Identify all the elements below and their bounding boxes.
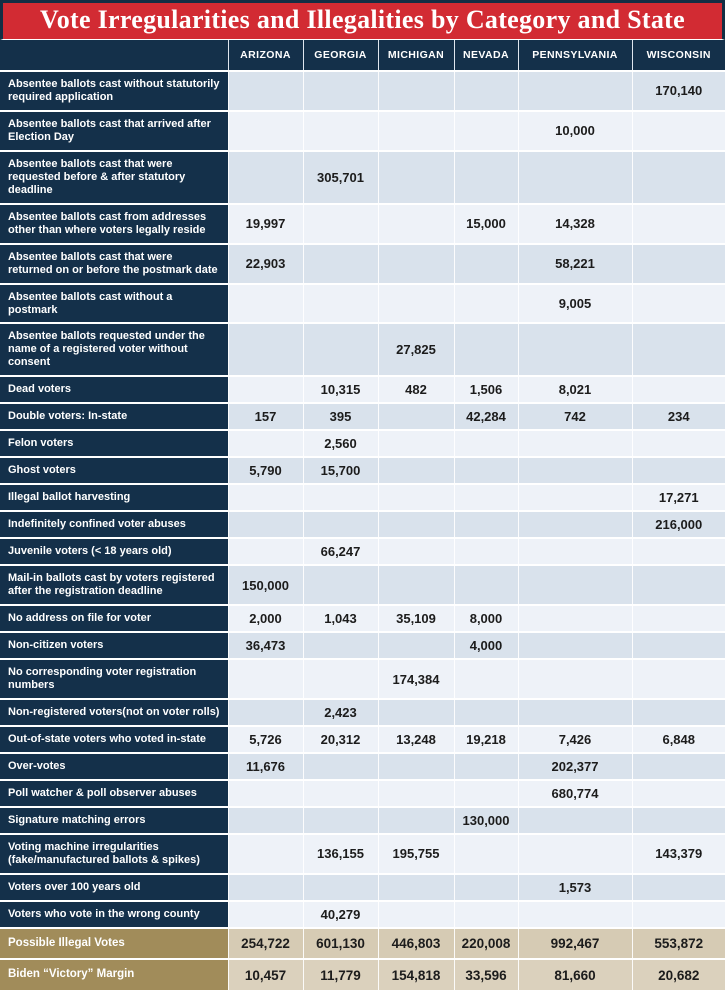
table-row — [0, 403, 725, 430]
value-cell — [303, 71, 378, 111]
value-cell: 992,467 — [518, 928, 632, 960]
table-row — [0, 659, 725, 699]
table-row — [0, 605, 725, 632]
category-label: Absentee ballots cast without statutorily required application — [0, 71, 228, 111]
value-cell: 4,000 — [454, 632, 518, 659]
value-cell — [378, 565, 454, 605]
category-label: Out-of-state voters who voted in-state — [0, 726, 228, 753]
value-cell — [518, 71, 632, 111]
value-cell — [303, 484, 378, 511]
value-cell — [518, 484, 632, 511]
value-cell — [378, 244, 454, 284]
value-cell: 10,457 — [228, 959, 303, 991]
value-cell — [228, 659, 303, 699]
category-label: Over-votes — [0, 753, 228, 780]
value-cell: 136,155 — [303, 834, 378, 874]
category-label: Non-registered voters(not on voter rolls) — [0, 699, 228, 726]
value-cell — [518, 632, 632, 659]
value-cell: 40,279 — [303, 901, 378, 928]
value-cell: 2,560 — [303, 430, 378, 457]
value-cell — [454, 284, 518, 324]
value-cell — [303, 632, 378, 659]
value-cell — [378, 511, 454, 538]
value-cell — [303, 244, 378, 284]
value-cell — [632, 111, 725, 151]
value-cell — [303, 753, 378, 780]
value-cell — [303, 511, 378, 538]
table-row — [0, 699, 725, 726]
value-cell — [518, 457, 632, 484]
category-label: Voters over 100 years old — [0, 874, 228, 901]
value-cell — [228, 71, 303, 111]
value-cell — [228, 834, 303, 874]
value-cell: 553,872 — [632, 928, 725, 960]
value-cell — [303, 874, 378, 901]
category-label: Voting machine irregularities (fake/manufactured ballots & spikes) — [0, 834, 228, 874]
value-cell — [228, 780, 303, 807]
table-row — [0, 244, 725, 284]
category-label: Absentee ballots requested under the name of a registered voter without consent — [0, 323, 228, 376]
category-label: Biden “Victory” Margin — [0, 959, 228, 991]
category-label: No address on file for voter — [0, 605, 228, 632]
value-cell: 42,284 — [454, 403, 518, 430]
column-header-nevada: NEVADA — [454, 40, 518, 71]
value-cell — [632, 632, 725, 659]
value-cell — [454, 780, 518, 807]
value-cell — [303, 780, 378, 807]
value-cell: 6,848 — [632, 726, 725, 753]
value-cell: 216,000 — [632, 511, 725, 538]
value-cell: 27,825 — [378, 323, 454, 376]
table-row — [0, 284, 725, 324]
value-cell — [228, 284, 303, 324]
table-row — [0, 484, 725, 511]
value-cell — [378, 457, 454, 484]
value-cell — [518, 807, 632, 834]
value-cell — [228, 376, 303, 403]
value-cell — [632, 538, 725, 565]
value-cell — [454, 834, 518, 874]
value-cell — [632, 430, 725, 457]
value-cell — [378, 284, 454, 324]
value-cell — [632, 151, 725, 204]
value-cell: 19,218 — [454, 726, 518, 753]
table-row — [0, 323, 725, 376]
value-cell — [518, 834, 632, 874]
summary-row — [0, 959, 725, 991]
value-cell — [228, 538, 303, 565]
value-cell — [378, 632, 454, 659]
category-label: Double voters: In-state — [0, 403, 228, 430]
value-cell: 58,221 — [518, 244, 632, 284]
value-cell: 2,423 — [303, 699, 378, 726]
value-cell: 35,109 — [378, 605, 454, 632]
value-cell: 13,248 — [378, 726, 454, 753]
value-cell — [454, 753, 518, 780]
value-cell — [378, 780, 454, 807]
value-cell — [303, 565, 378, 605]
value-cell — [454, 457, 518, 484]
value-cell — [378, 807, 454, 834]
value-cell: 1,573 — [518, 874, 632, 901]
value-cell — [518, 511, 632, 538]
value-cell — [378, 699, 454, 726]
value-cell — [632, 753, 725, 780]
value-cell: 66,247 — [303, 538, 378, 565]
table-row — [0, 511, 725, 538]
value-cell — [518, 151, 632, 204]
value-cell: 10,000 — [518, 111, 632, 151]
category-label: Absentee ballots cast from addresses other than where voters legally reside — [0, 204, 228, 244]
table-row — [0, 753, 725, 780]
category-label: Non-citizen voters — [0, 632, 228, 659]
value-cell — [378, 874, 454, 901]
value-cell: 234 — [632, 403, 725, 430]
table-row — [0, 151, 725, 204]
value-cell: 11,779 — [303, 959, 378, 991]
summary-row — [0, 928, 725, 960]
value-cell — [228, 807, 303, 834]
table-row — [0, 204, 725, 244]
value-cell — [228, 430, 303, 457]
value-cell — [518, 605, 632, 632]
value-cell — [454, 484, 518, 511]
table-row — [0, 834, 725, 874]
value-cell — [228, 323, 303, 376]
value-cell: 20,682 — [632, 959, 725, 991]
value-cell — [228, 484, 303, 511]
value-cell — [454, 430, 518, 457]
value-cell: 157 — [228, 403, 303, 430]
category-label: Indefinitely confined voter abuses — [0, 511, 228, 538]
category-label: Signature matching errors — [0, 807, 228, 834]
value-cell — [378, 901, 454, 928]
table-row — [0, 780, 725, 807]
value-cell — [632, 457, 725, 484]
table-row — [0, 874, 725, 901]
value-cell — [632, 284, 725, 324]
table-row — [0, 376, 725, 403]
category-label: Juvenile voters (< 18 years old) — [0, 538, 228, 565]
value-cell: 15,000 — [454, 204, 518, 244]
value-cell — [518, 699, 632, 726]
value-cell — [632, 323, 725, 376]
value-cell — [632, 605, 725, 632]
value-cell: 14,328 — [518, 204, 632, 244]
value-cell: 130,000 — [454, 807, 518, 834]
value-cell: 15,700 — [303, 457, 378, 484]
category-label: Absentee ballots cast that were returned on or before the postmark date — [0, 244, 228, 284]
table-footer — [0, 928, 725, 991]
vote-irregularities-table — [0, 40, 725, 992]
category-label: Mail-in ballots cast by voters registered after the registration deadline — [0, 565, 228, 605]
value-cell: 680,774 — [518, 780, 632, 807]
category-label: Absentee ballots cast without a postmark — [0, 284, 228, 324]
value-cell — [518, 659, 632, 699]
column-header-michigan: MICHIGAN — [378, 40, 454, 71]
value-cell — [454, 151, 518, 204]
table-row — [0, 632, 725, 659]
table-row — [0, 538, 725, 565]
category-label: Ghost voters — [0, 457, 228, 484]
value-cell — [378, 538, 454, 565]
value-cell: 305,701 — [303, 151, 378, 204]
table-row — [0, 71, 725, 111]
column-header-wisconsin: WISCONSIN — [632, 40, 725, 71]
table-row — [0, 457, 725, 484]
value-cell: 202,377 — [518, 753, 632, 780]
value-cell — [632, 901, 725, 928]
value-cell: 19,997 — [228, 204, 303, 244]
value-cell: 154,818 — [378, 959, 454, 991]
value-cell — [378, 204, 454, 244]
value-cell — [303, 659, 378, 699]
value-cell: 446,803 — [378, 928, 454, 960]
value-cell — [518, 565, 632, 605]
value-cell — [454, 111, 518, 151]
value-cell — [632, 565, 725, 605]
value-cell — [632, 807, 725, 834]
column-header-arizona: ARIZONA — [228, 40, 303, 71]
value-cell: 482 — [378, 376, 454, 403]
value-cell — [228, 699, 303, 726]
value-cell — [228, 874, 303, 901]
value-cell: 8,021 — [518, 376, 632, 403]
value-cell: 742 — [518, 403, 632, 430]
value-cell — [303, 204, 378, 244]
value-cell — [228, 111, 303, 151]
value-cell: 10,315 — [303, 376, 378, 403]
value-cell: 7,426 — [518, 726, 632, 753]
value-cell: 601,130 — [303, 928, 378, 960]
value-cell — [378, 403, 454, 430]
value-cell — [454, 511, 518, 538]
value-cell: 22,903 — [228, 244, 303, 284]
value-cell — [378, 430, 454, 457]
value-cell — [454, 565, 518, 605]
value-cell — [454, 699, 518, 726]
header-corner-cell — [0, 40, 228, 71]
value-cell — [518, 901, 632, 928]
value-cell — [632, 780, 725, 807]
value-cell: 395 — [303, 403, 378, 430]
value-cell — [454, 659, 518, 699]
value-cell — [378, 484, 454, 511]
value-cell: 220,008 — [454, 928, 518, 960]
title-banner — [0, 0, 725, 40]
value-cell: 1,043 — [303, 605, 378, 632]
value-cell — [454, 323, 518, 376]
category-label: Felon voters — [0, 430, 228, 457]
value-cell: 5,790 — [228, 457, 303, 484]
value-cell: 36,473 — [228, 632, 303, 659]
value-cell — [228, 151, 303, 204]
value-cell: 17,271 — [632, 484, 725, 511]
value-cell: 81,660 — [518, 959, 632, 991]
value-cell — [303, 323, 378, 376]
value-cell: 174,384 — [378, 659, 454, 699]
value-cell — [518, 323, 632, 376]
value-cell: 143,379 — [632, 834, 725, 874]
value-cell — [632, 376, 725, 403]
value-cell — [632, 874, 725, 901]
value-cell — [228, 511, 303, 538]
table-row — [0, 726, 725, 753]
value-cell — [518, 538, 632, 565]
table-row — [0, 565, 725, 605]
category-label: Absentee ballots cast that were requested before & after statutory deadline — [0, 151, 228, 204]
value-cell — [378, 71, 454, 111]
value-cell — [454, 874, 518, 901]
page-title: Vote Irregularities and Illegalities by Category and State — [40, 5, 685, 34]
value-cell: 150,000 — [228, 565, 303, 605]
value-cell — [454, 71, 518, 111]
value-cell — [378, 151, 454, 204]
category-label: Illegal ballot harvesting — [0, 484, 228, 511]
value-cell — [303, 111, 378, 151]
value-cell — [228, 901, 303, 928]
table-header — [0, 40, 725, 71]
value-cell — [454, 244, 518, 284]
table-row — [0, 111, 725, 151]
value-cell: 5,726 — [228, 726, 303, 753]
table-row — [0, 901, 725, 928]
category-label: Dead voters — [0, 376, 228, 403]
value-cell: 9,005 — [518, 284, 632, 324]
category-label: No corresponding voter registration numbers — [0, 659, 228, 699]
value-cell — [378, 753, 454, 780]
value-cell — [632, 659, 725, 699]
category-label: Absentee ballots cast that arrived after Election Day — [0, 111, 228, 151]
value-cell — [454, 538, 518, 565]
value-cell — [303, 807, 378, 834]
value-cell — [632, 204, 725, 244]
value-cell: 8,000 — [454, 605, 518, 632]
value-cell: 33,596 — [454, 959, 518, 991]
value-cell: 195,755 — [378, 834, 454, 874]
value-cell — [454, 901, 518, 928]
value-cell: 254,722 — [228, 928, 303, 960]
value-cell: 11,676 — [228, 753, 303, 780]
value-cell: 20,312 — [303, 726, 378, 753]
category-label: Poll watcher & poll observer abuses — [0, 780, 228, 807]
table-body — [0, 71, 725, 928]
table-row — [0, 430, 725, 457]
table-row — [0, 807, 725, 834]
header-row — [0, 40, 725, 71]
category-label: Possible Illegal Votes — [0, 928, 228, 960]
column-header-pennsylvania: PENNSYLVANIA — [518, 40, 632, 71]
value-cell — [378, 111, 454, 151]
value-cell — [632, 699, 725, 726]
value-cell — [303, 284, 378, 324]
value-cell: 170,140 — [632, 71, 725, 111]
value-cell — [632, 244, 725, 284]
value-cell: 1,506 — [454, 376, 518, 403]
column-header-georgia: GEORGIA — [303, 40, 378, 71]
category-label: Voters who vote in the wrong county — [0, 901, 228, 928]
value-cell: 2,000 — [228, 605, 303, 632]
value-cell — [518, 430, 632, 457]
